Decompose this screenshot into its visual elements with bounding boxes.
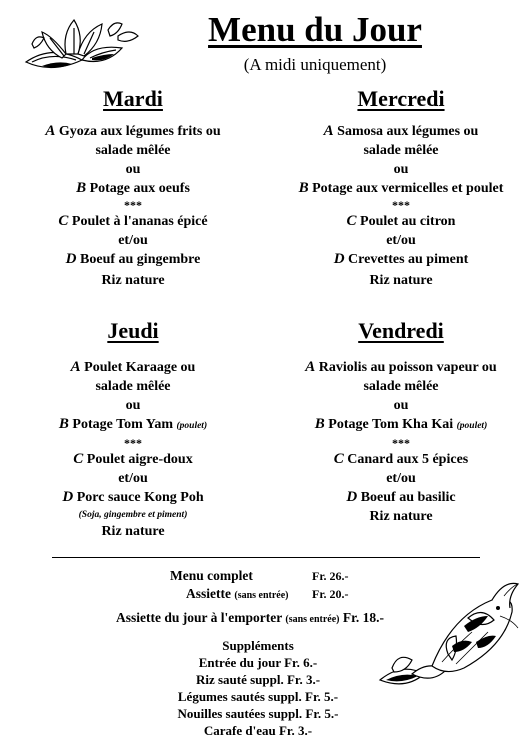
koi-fish-icon — [372, 576, 522, 696]
menu-line: B Potage aux vermicelles et poulet — [298, 180, 504, 196]
menu-line: ou — [393, 162, 409, 177]
supplement-item: Légumes sautés suppl. Fr. 5.- — [177, 689, 339, 704]
menu-line: B Potage Tom Kha Kai (poulet) — [314, 416, 488, 432]
menu-line: Riz nature — [101, 273, 165, 288]
menu-line: ou — [125, 398, 141, 413]
day-menu-vendredi — [282, 358, 520, 526]
price-menu-complet: Menu complet — [170, 568, 253, 583]
menu-line: C Poulet aigre-doux — [73, 451, 193, 467]
menu-line: salade mêlée — [363, 143, 439, 158]
supplement-item: Nouilles sautées suppl. Fr. 5.- — [177, 706, 339, 721]
menu-line: D Boeuf au gingembre — [65, 251, 201, 267]
separator-stars: *** — [392, 436, 410, 450]
menu-line: ou — [125, 162, 141, 177]
price-menu-complet-value: Fr. 26.- — [312, 569, 349, 583]
menu-line: B Potage Tom Yam (poulet) — [58, 416, 208, 432]
menu-line: et/ou — [386, 471, 416, 486]
menu-line: C Poulet au citron — [346, 213, 456, 229]
day-title: Mardi — [103, 86, 163, 111]
day-menu-mardi — [28, 122, 238, 290]
supplement-item: Entrée du jour Fr. 6.- — [198, 655, 318, 670]
menu-line: Riz nature — [369, 509, 433, 524]
day-menu-jeudi — [28, 358, 238, 541]
day-section-vendredi — [282, 318, 520, 344]
page-subtitle: (A midi uniquement) — [243, 55, 387, 74]
menu-line: ou — [393, 398, 409, 413]
menu-line: salade mêlée — [95, 379, 171, 394]
menu-line: A Samosa aux légumes ou — [323, 123, 479, 139]
menu-line: C Canard aux 5 épices — [333, 451, 469, 467]
price-assiette-value: Fr. 20.- — [312, 587, 349, 601]
price-emporter: Assiette du jour à l'emporter (sans entrée) Fr. 18.- — [116, 610, 385, 625]
day-section-mercredi — [282, 86, 520, 112]
day-menu-mercredi — [282, 122, 520, 290]
separator-stars: *** — [124, 198, 142, 212]
day-title: Mercredi — [357, 86, 445, 111]
page-title: Menu du Jour — [208, 10, 422, 49]
day-title: Jeudi — [107, 318, 159, 343]
menu-line: Riz nature — [369, 273, 433, 288]
menu-line: D Crevettes au piment — [333, 251, 469, 267]
menu-line: D Boeuf au basilic — [346, 489, 456, 505]
menu-line: A Gyoza aux légumes frits ou — [45, 123, 221, 139]
supplements-section — [140, 637, 376, 739]
menu-line: D Porc sauce Kong Poh — [62, 489, 204, 505]
menu-line: B Potage aux oeufs — [76, 180, 190, 196]
menu-line: C Poulet à l'ananas épicé — [58, 213, 208, 229]
day-title: Vendredi — [358, 318, 444, 343]
menu-line: salade mêlée — [363, 379, 439, 394]
section-divider — [52, 557, 480, 558]
menu-line: et/ou — [118, 233, 148, 248]
menu-note: (Soja, gingembre et piment) — [78, 510, 188, 520]
day-section-mardi — [28, 86, 238, 112]
menu-line: A Raviolis au poisson vapeur ou — [305, 359, 497, 375]
menu-line: et/ou — [118, 471, 148, 486]
menu-line: salade mêlée — [95, 143, 171, 158]
separator-stars: *** — [124, 436, 142, 450]
menu-line: A Poulet Karaage ou — [70, 359, 196, 375]
menu-line: et/ou — [386, 233, 416, 248]
menu-line: Riz nature — [101, 524, 165, 539]
separator-stars: *** — [392, 198, 410, 212]
supplement-item: Carafe d'eau Fr. 3.- — [203, 723, 313, 738]
supplement-item: Riz sauté suppl. Fr. 3.- — [195, 672, 321, 687]
supplements-title: Suppléments — [222, 638, 294, 653]
day-section-jeudi — [28, 318, 238, 344]
price-assiette: Assiette (sans entrée) — [186, 586, 289, 601]
